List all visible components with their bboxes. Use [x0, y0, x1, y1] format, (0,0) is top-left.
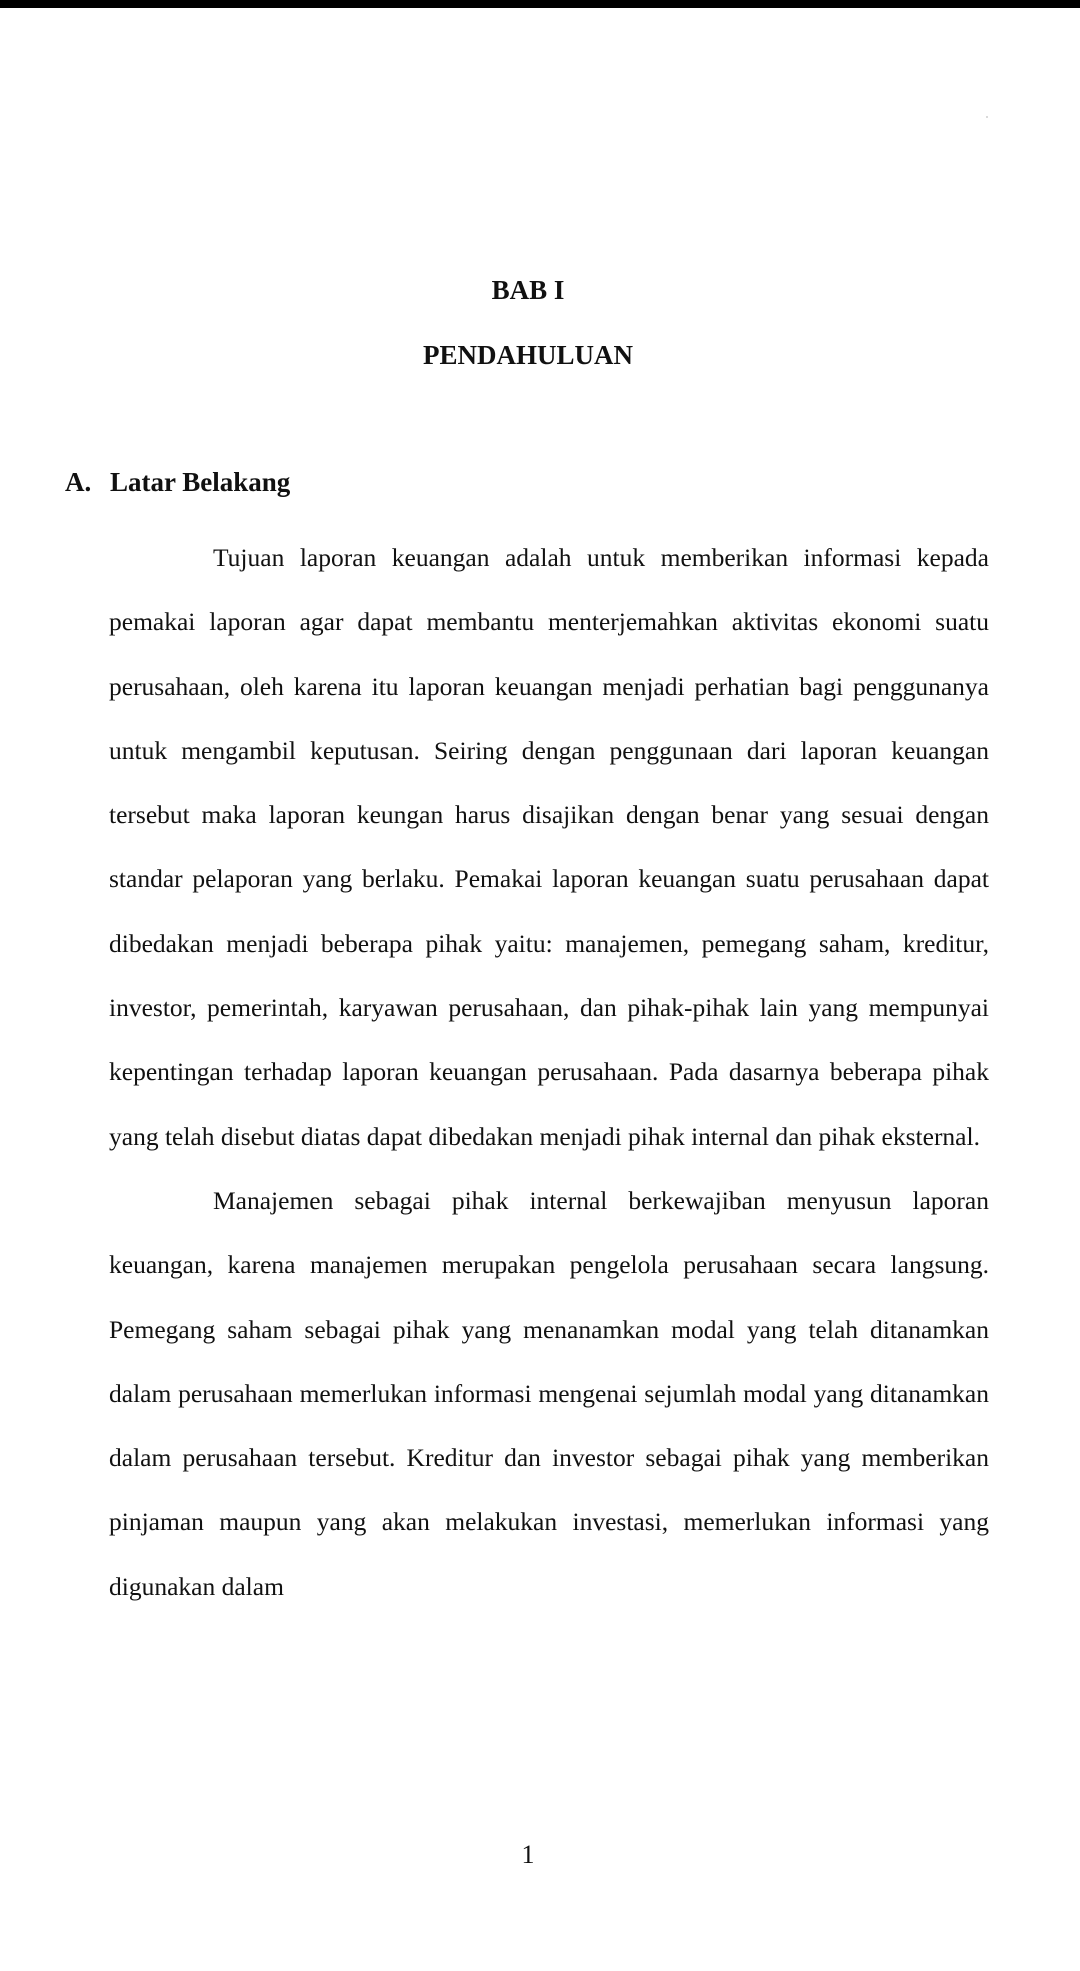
page-number: 1	[521, 1840, 535, 1869]
body-text	[109, 526, 989, 1619]
top-border-bar	[0, 0, 1080, 8]
chapter-title: BAB I	[491, 275, 565, 305]
scan-speck	[986, 116, 988, 118]
section-title: Latar Belakang	[110, 467, 291, 497]
section-heading	[65, 462, 290, 502]
chapter-subtitle: PENDAHULUAN	[422, 340, 633, 370]
section-letter: A.	[65, 467, 92, 497]
paragraph-2: Manajemen sebagai pihak internal berkewajiban menyusun laporan keuangan, karena manajemen merupakan pengelola perusahaan secara langsung. Pemegang saham sebagai pihak yang menanamkan modal yang telah ditanamkan dalam perusahaan memerlukan informasi mengenai sejumlah modal yang ditanamkan dalam perusahaan tersebut. Kreditur dan investor sebagai pihak yang memberikan pinjaman maupun yang akan melakukan investasi, memerlukan informasi yang digunakan dalam	[109, 1185, 989, 1601]
paragraph-1: Tujuan laporan keuangan adalah untuk memberikan informasi kepada pemakai laporan agar dapat membantu menterjemahkan aktivitas ekonomi suatu perusahaan, oleh karena itu laporan keuangan menjadi perhatian bagi penggunanya untuk mengambil keputusan. Seiring dengan penggunaan dari laporan keuangan tersebut maka laporan keungan harus disajikan dengan benar yang sesuai dengan standar pelaporan yang berlaku. Pemakai laporan keuangan suatu perusahaan dapat dibedakan menjadi beberapa pihak yaitu: manajemen, pemegang saham, kreditur, investor, pemerintah, karyawan perusahaan, dan pihak-pihak lain yang mempunyai kepentingan terhadap laporan keuangan perusahaan. Pada dasarnya beberapa pihak yang telah disebut diatas dapat dibedakan menjadi pihak internal dan pihak eksternal.	[109, 543, 989, 1151]
